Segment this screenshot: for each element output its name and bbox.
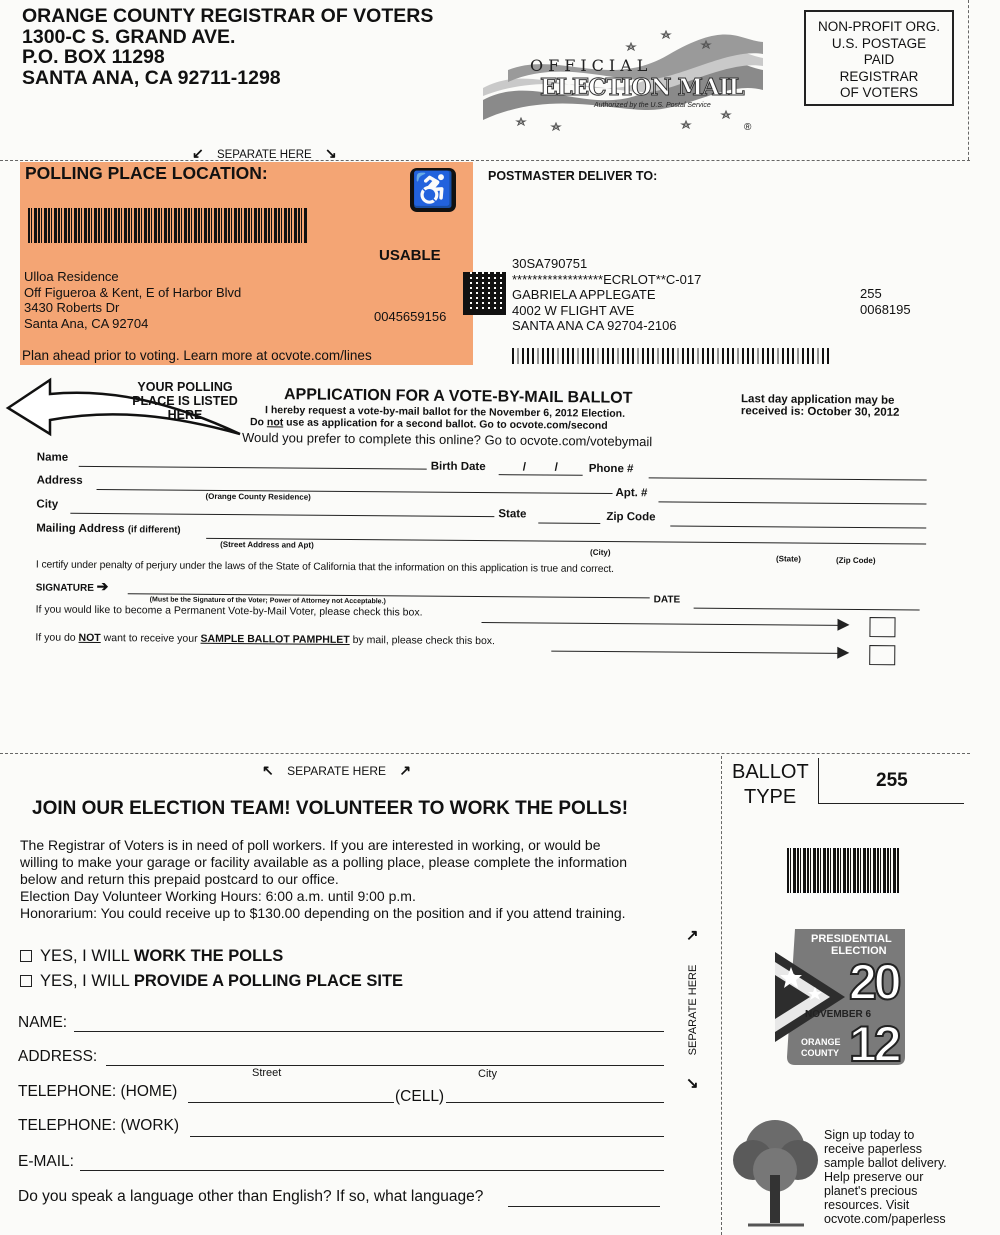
election-mail-title: ELECTION MAIL — [540, 74, 744, 101]
work-polls-option[interactable] — [20, 947, 283, 966]
zip-note: (Zip Code) — [835, 555, 876, 566]
apt-field[interactable] — [658, 501, 926, 504]
perforation-middle — [0, 753, 970, 754]
vol-language-label: Do you speak a language other than English? If so, what language? — [18, 1188, 484, 1205]
vol-tel-home-label: TELEPHONE: (HOME) — [18, 1083, 178, 1100]
ballot-type-label — [732, 760, 809, 810]
postmaster-num2: 0068195 — [860, 302, 911, 317]
last-day-line: received is: October 30, 2012 — [740, 405, 900, 419]
sample-post: by mail, please check this box. — [349, 633, 496, 648]
date-label: DATE — [653, 594, 681, 606]
logo-year-top: 20 — [849, 954, 899, 1010]
arrow-label-line: PLACE IS LISTED — [132, 394, 238, 408]
application-line2-not: not — [266, 416, 284, 429]
sample-ballot-text — [35, 632, 495, 648]
presidential-election-logo — [775, 927, 913, 1072]
vol-city-note: City — [478, 1068, 497, 1080]
application-line2-post: use as application for a second ballot. Go to ocvote.com/second — [283, 416, 608, 432]
ballot-barcode — [787, 848, 899, 893]
volunteer-para-line: Honorarium: You could receive up to $130.00 depending on the position and if you attend training. — [20, 905, 626, 921]
return-address-line: 1300-C S. GRAND AVE. — [22, 25, 236, 48]
postage-line: PAID — [863, 52, 895, 67]
option-pre: YES, I WILL — [40, 947, 134, 965]
recipient-line: SANTA ANA CA 92704-2106 — [512, 318, 677, 333]
sample-strong: SAMPLE BALLOT PAMPHLET — [200, 632, 350, 646]
vol-email-label: E-MAIL: — [18, 1153, 74, 1170]
application-line2-pre: Do — [249, 416, 267, 429]
postage-line: NON-PROFIT ORG. — [817, 19, 940, 34]
postmaster-title: POSTMASTER DELIVER TO: — [488, 169, 658, 183]
sample-pre: If you do — [35, 631, 79, 644]
vol-language-field[interactable] — [508, 1206, 660, 1207]
paperless-line: resources. Visit — [824, 1198, 910, 1212]
volunteer-title: JOIN OUR ELECTION TEAM! VOLUNTEER TO WORK THE POLLS! — [32, 798, 629, 819]
arrow-label-line: HERE — [167, 408, 203, 422]
recipient-line: 4002 W FLIGHT AVE — [512, 302, 635, 318]
logo-county1: ORANGE — [801, 1037, 841, 1047]
recipient-line: GABRIELA APPLEGATE — [512, 287, 656, 302]
state-note: (State) — [775, 554, 801, 564]
paperless-text — [824, 1128, 947, 1226]
registered-mark: ® — [744, 122, 752, 133]
ballot-type-value: 255 — [876, 770, 908, 791]
arrow-down-left-icon: ↙ — [192, 145, 204, 161]
zip-label: Zip Code — [606, 510, 656, 524]
polling-site-checkbox[interactable] — [20, 975, 32, 987]
address-label: Address — [36, 474, 83, 487]
state-label: State — [498, 508, 527, 521]
signature-label — [36, 578, 109, 596]
polling-place-title: POLLING PLACE LOCATION: — [25, 163, 268, 183]
city-label: City — [36, 498, 59, 511]
polling-site-option[interactable] — [20, 972, 403, 991]
separate-here-vertical: SEPARATE HERE — [687, 964, 699, 1056]
date-field[interactable] — [694, 608, 920, 611]
ballot-label-line: BALLOT — [732, 761, 809, 783]
paperless-line: Help preserve our — [824, 1170, 924, 1184]
recipient-line: ******************ECRLOT**C-017 — [512, 271, 702, 287]
zip-field[interactable] — [670, 525, 926, 528]
paperless-line: receive paperless — [824, 1142, 922, 1156]
postage-line: REGISTRAR — [839, 68, 919, 84]
name-field[interactable] — [79, 466, 427, 470]
street-apt-note: (Street Address and Apt) — [220, 539, 314, 550]
application-line1: I hereby request a vote-by-mail ballot for the November 6, 2012 Election. — [264, 404, 626, 420]
tree-icon — [728, 1115, 823, 1230]
state-field[interactable] — [538, 522, 600, 523]
vol-tel-work-label: TELEPHONE: (WORK) — [18, 1117, 180, 1134]
logo-presidential: PRESIDENTIAL — [811, 933, 892, 945]
arrow-down-right-icon: ↘ — [324, 145, 337, 161]
birth-date-field[interactable] — [499, 474, 583, 476]
apt-label: Apt. # — [615, 487, 648, 500]
name-label: Name — [36, 451, 69, 464]
permanent-arrow-line — [482, 622, 842, 626]
recipient-line: 30SA790751 — [512, 256, 588, 271]
option-pre: YES, I WILL — [40, 972, 134, 990]
logo-year-bottom: 12 — [849, 1016, 899, 1072]
phone-field[interactable] — [649, 477, 927, 480]
arrow-head-icon — [837, 619, 849, 631]
vol-street-note: Street — [252, 1067, 282, 1079]
mailing-label-text: Mailing Address — [36, 522, 125, 536]
separate-here-label: SEPARATE HERE — [287, 764, 386, 778]
arrow-up-right-icon: ↗ — [399, 762, 412, 778]
permanent-vbm-text: If you would like to become a Permanent Vote-by-Mail Voter, please check this box. — [35, 603, 423, 619]
paperless-line: sample ballot delivery. — [824, 1156, 947, 1170]
polling-address-line: 3430 Roberts Dr — [24, 300, 120, 315]
oc-residence-note: (Orange County Residence) — [205, 491, 311, 502]
ballot-label-line: TYPE — [744, 786, 797, 808]
sample-ballot-checkbox[interactable] — [869, 645, 895, 665]
vol-tel-home-field[interactable] — [188, 1102, 394, 1103]
vol-name-label: NAME: — [18, 1014, 68, 1031]
election-mail-official: OFFICIAL — [530, 56, 653, 75]
vol-tel-work-field[interactable] — [190, 1136, 664, 1137]
option-bold: WORK THE POLLS — [133, 947, 284, 965]
usable-label: USABLE — [379, 247, 441, 264]
vol-cell-label: (CELL) — [395, 1088, 445, 1105]
polling-note: Plan ahead prior to voting. Learn more at ocvote.com/lines — [22, 348, 372, 363]
last-day-line: Last day application may be — [741, 393, 895, 407]
arrow-head-icon — [837, 647, 849, 659]
volunteer-para-line: below and return this prepaid postcard to our office. — [20, 871, 339, 887]
arrow-up-left-icon: ↖ — [262, 762, 274, 778]
birth-date-label: Birth Date — [430, 460, 486, 474]
paperless-line: Sign up today to — [824, 1128, 915, 1142]
separate-here-middle — [262, 762, 411, 779]
phone-label: Phone # — [588, 462, 634, 476]
application-title: APPLICATION FOR A VOTE-BY-MAIL BALLOT — [283, 386, 633, 407]
sample-not: NOT — [78, 631, 101, 645]
signature-label-text: SIGNATURE — [35, 582, 94, 594]
accessible-icon: ♿ — [410, 168, 456, 212]
if-different-text: (if different) — [127, 524, 181, 536]
city-field[interactable] — [70, 513, 494, 517]
arrow-label-line: YOUR POLLING — [137, 380, 233, 394]
logo-month: NOVEMBER 6 — [805, 1009, 872, 1020]
permanent-vbm-checkbox[interactable] — [869, 617, 895, 637]
perforation-vertical — [721, 756, 722, 1235]
online-prompt: Would you prefer to complete this online? Go to ocvote.com/votebymail — [241, 429, 653, 450]
sample-arrow-line — [551, 651, 841, 654]
mailing-address-label — [36, 523, 180, 536]
paperless-line: planet's precious — [824, 1184, 918, 1198]
return-address-line: P.O. BOX 11298 — [22, 46, 165, 68]
vol-address-label: ADDRESS: — [18, 1048, 98, 1065]
signature-note: (Must be the Signature of the Voter; Power of Attorney not Acceptable.) — [149, 596, 386, 606]
return-address-line: SANTA ANA, CA 92711-1298 — [22, 66, 281, 89]
vol-name-field[interactable] — [74, 1031, 664, 1032]
logo-county2: COUNTY — [801, 1048, 839, 1058]
logo-election: ELECTION — [831, 945, 887, 957]
birth-date-slashes: / / — [522, 461, 558, 474]
postmaster-num1: 255 — [860, 286, 882, 301]
volunteer-para-line: The Registrar of Voters is in need of poll workers. If you are interested in working, or would be — [20, 837, 601, 853]
volunteer-para-line: willing to make your garage or facility available as a polling place, please complete the information — [20, 854, 627, 870]
address-field[interactable] — [97, 489, 613, 494]
arrow-down-right-icon: ↘ — [686, 1075, 699, 1092]
polling-address-line: Ulloa Residence — [24, 269, 119, 284]
option-bold: PROVIDE A POLLING PLACE SITE — [133, 972, 404, 990]
city-note: (City) — [590, 547, 611, 558]
volunteer-paragraph — [20, 837, 627, 922]
certify-text: I certify under penalty of perjury under the laws of the State of California that the information on this application is true and correct. — [35, 559, 615, 576]
return-address-line: ORANGE COUNTY REGISTRAR OF VOTERS — [22, 5, 434, 27]
polling-address-line: Santa Ana, CA 92704 — [24, 315, 149, 331]
postage-line: U.S. POSTAGE — [831, 35, 927, 51]
polling-address-line: Off Figueroa & Kent, E of Harbor Blvd — [24, 284, 242, 300]
volunteer-para-line: Election Day Volunteer Working Hours: 6:00 a.m. until 9:00 p.m. — [20, 888, 416, 904]
vol-email-field[interactable] — [80, 1170, 664, 1171]
work-polls-checkbox[interactable] — [20, 950, 32, 962]
arrow-up-right-icon: ↗ — [686, 927, 699, 944]
separate-here-label: SEPARATE HERE — [216, 149, 312, 161]
paperless-link[interactable]: ocvote.com/paperless — [824, 1212, 946, 1226]
arrow-right-icon: ➔ — [96, 577, 109, 595]
election-mail-authorized: Authorized by the U.S. Postal Service — [594, 102, 711, 109]
vol-cell-field[interactable] — [446, 1102, 664, 1103]
polling-code: 0045659156 — [374, 309, 447, 324]
sample-mid: want to receive your — [100, 632, 201, 645]
vol-address-field[interactable] — [106, 1065, 664, 1066]
postage-line: OF VOTERS — [839, 85, 918, 100]
